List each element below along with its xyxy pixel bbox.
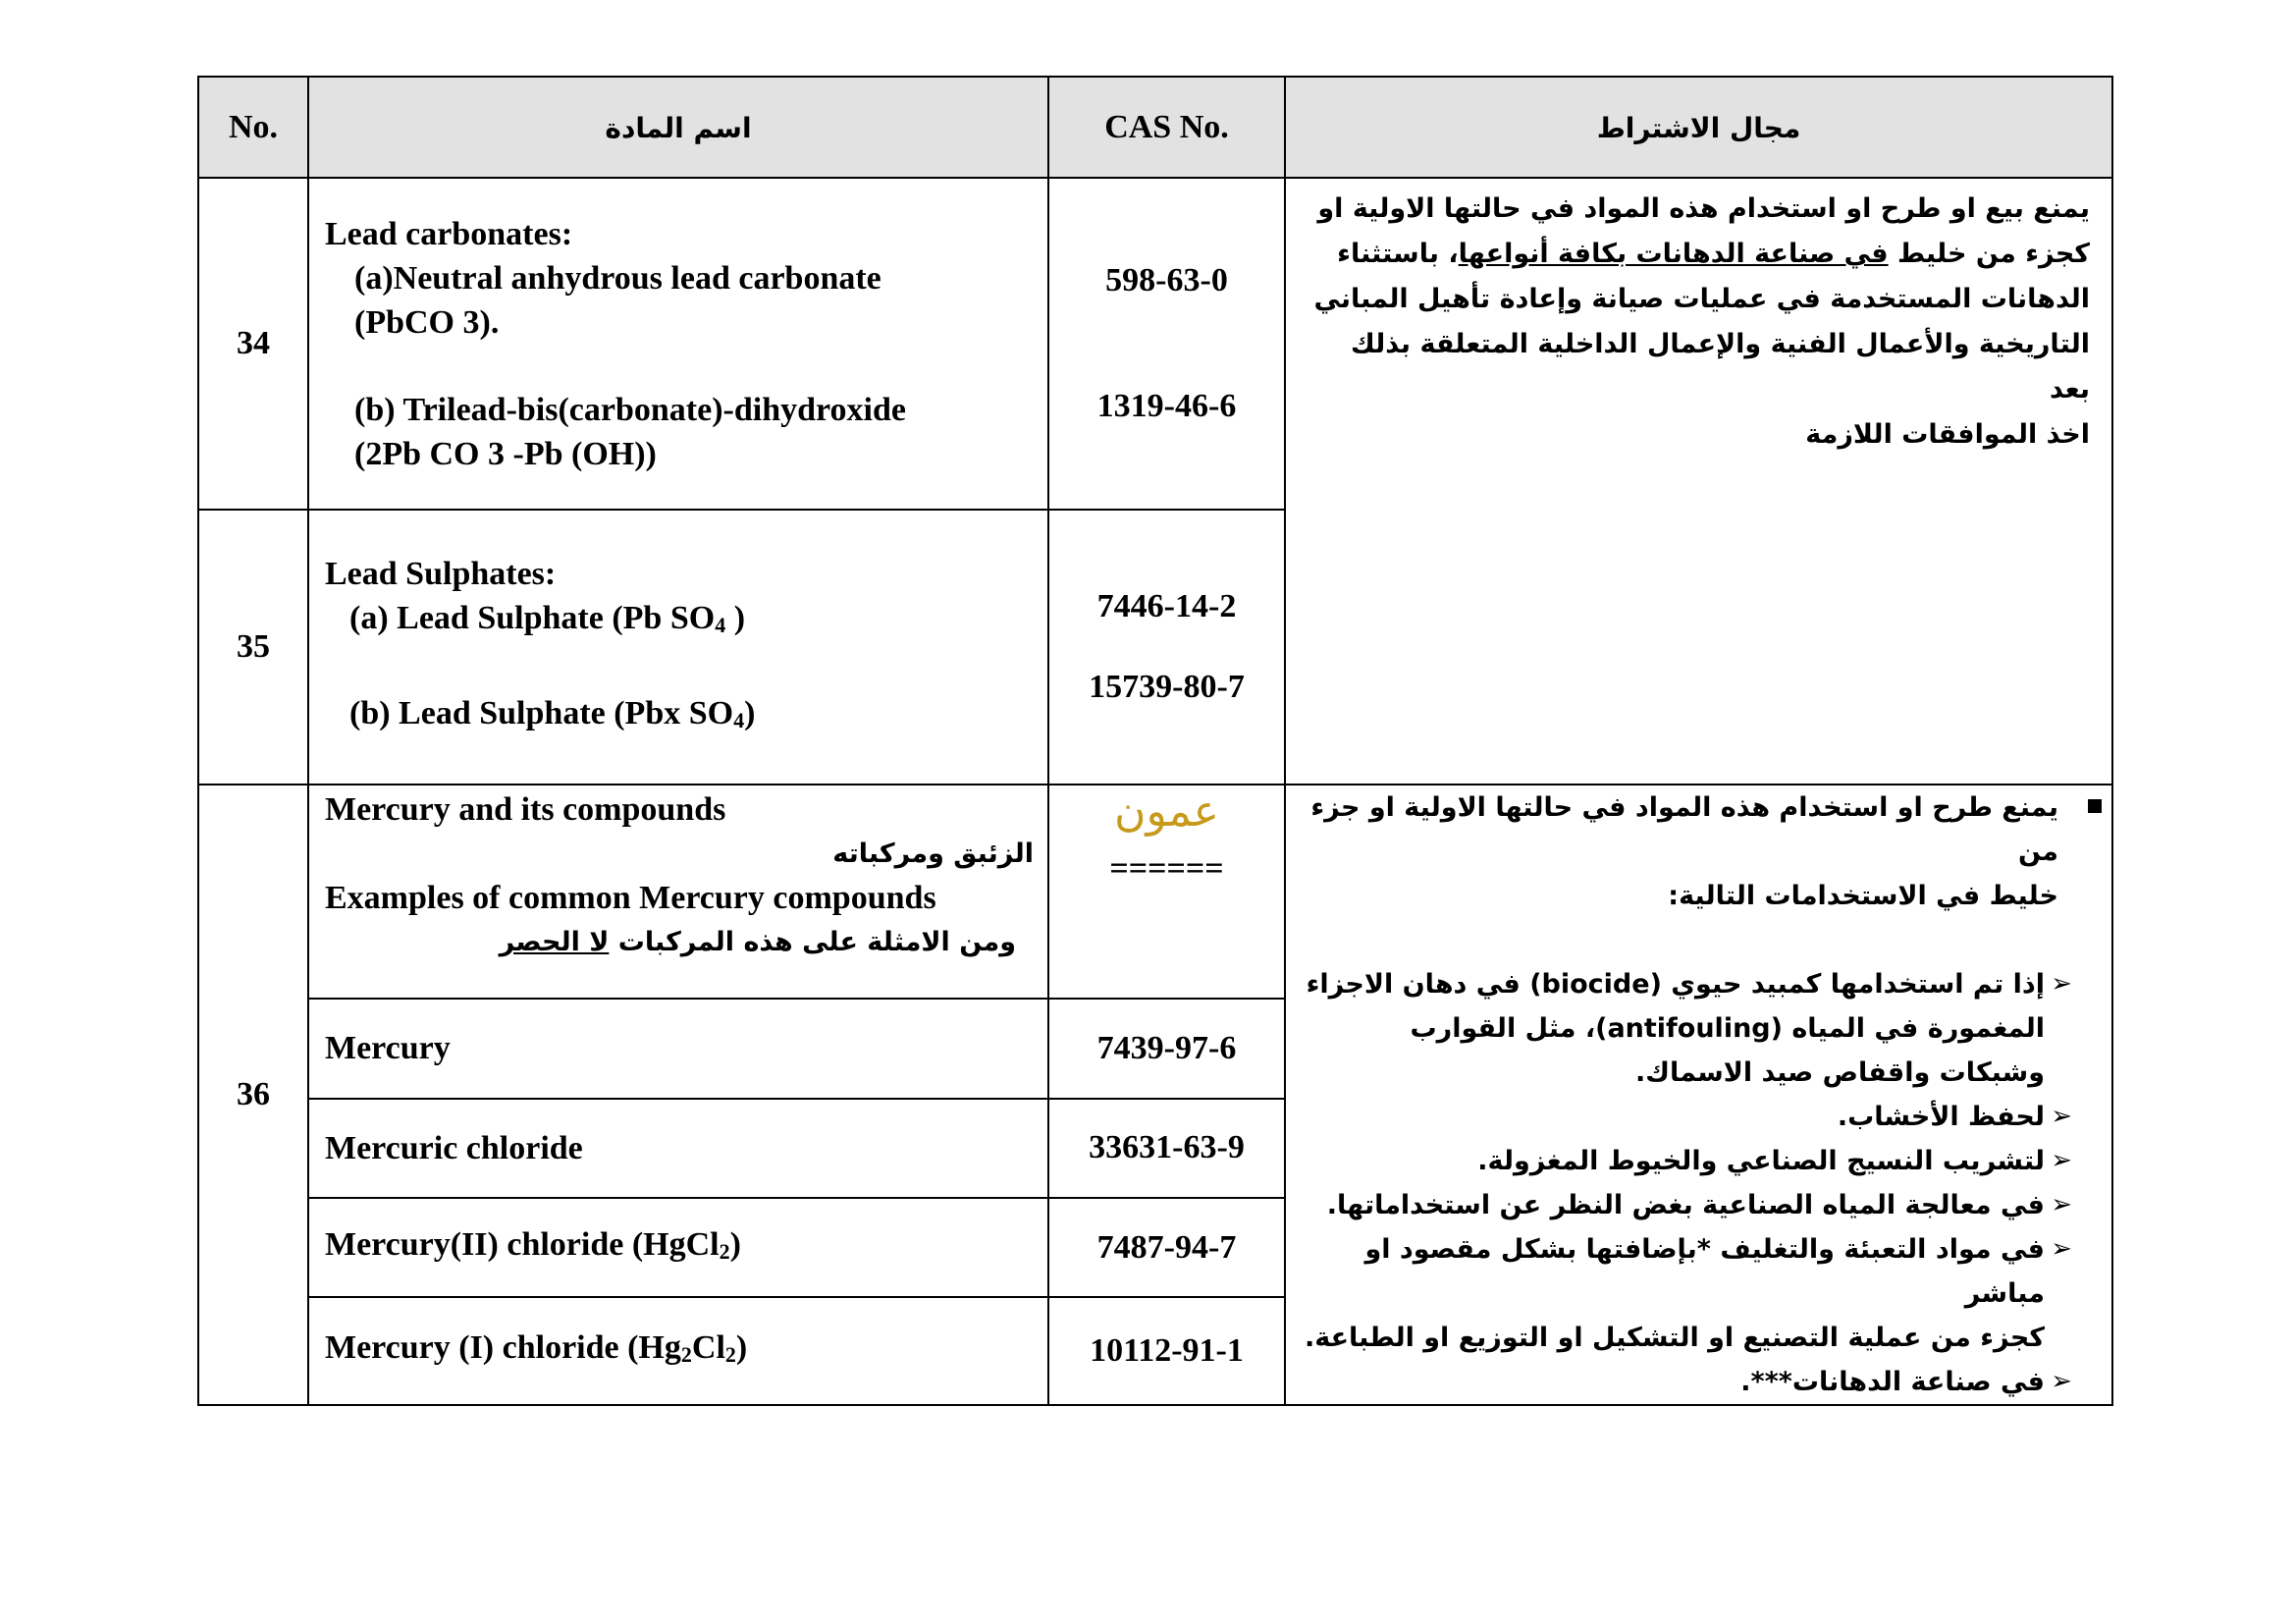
cas-number: 10112-91-1 [1048,1297,1285,1405]
cas-number: 33631-63-9 [1048,1099,1285,1198]
formula-text: (b) Lead Sulphate (Pbx SO [349,695,734,731]
formula-subscript: 2 [680,1342,692,1368]
cas-placeholder: ====== [1109,850,1224,887]
scope-line: التاريخية والأعمال الفنية والإعمال الداخلية المتعلقة بذلك بعد [1351,329,2090,405]
cas-number: 7487-94-7 [1048,1198,1285,1297]
scope-line: وشبكات واقفاص صيد الاسماك. [1635,1057,2045,1088]
scope-cell-lead [1285,178,2112,785]
scope-line: اخذ الموافقات اللازمة [1805,419,2090,450]
cas-cell [1048,785,1285,999]
cas-cell [1048,178,1285,510]
arrow-bullet-icon: ➢ [2051,1234,2072,1264]
formula-text: Mercury (I) chloride (Hg [325,1329,681,1367]
scope-line: في صناعة الدهانات***. [1740,1367,2045,1397]
header-cas: CAS No. [1048,77,1285,178]
formula-text: ) [729,1225,741,1263]
compound-name [308,1297,1048,1405]
cas-number: 598-63-0 [1105,262,1228,298]
substance-item-a [325,596,1047,647]
scope-line: كجزء من عملية التصنيع او التشكيل او التوزيع او الطباعة. [1304,1323,2045,1353]
arrow-bullet-icon: ➢ [2051,1190,2072,1219]
cas-number: 15739-80-7 [1089,669,1245,705]
formula-text: ) [744,695,756,731]
cas-number: 1319-46-6 [1096,388,1237,424]
substance-cell [308,178,1048,510]
scope-list-item [1296,1360,2072,1404]
table-row-36 [198,785,2112,999]
scope-list-item [1296,1095,2072,1139]
scope-intro [1296,785,2072,918]
scope-list-item [1296,1139,2072,1183]
substance-title-arabic: الزئبق ومركباته [832,839,1034,869]
scope-line: خليط في الاستخدامات التالية: [1668,881,2058,911]
row-number: 36 [198,785,308,1405]
formula-text: Mercury(II) chloride (HgCl [325,1225,720,1263]
substance-item-a-formula: (PbCO 3). [354,303,500,341]
substance-cell [308,510,1048,785]
substance-title: Lead carbonates: [325,215,573,252]
arrow-bullet-icon: ➢ [2051,1102,2072,1131]
scope-list-item [1296,1183,2072,1227]
substance-item-b-formula: (2Pb CO 3 -Pb (OH)) [354,435,657,472]
scope-list-item [1296,962,2072,1095]
substance-cell [308,785,1048,999]
cas-cell [1048,510,1285,785]
scope-list-item [1296,1227,2072,1360]
arrow-bullet-icon: ➢ [2051,969,2072,999]
substance-item-b [325,691,1047,742]
scope-line: يمنع طرح او استخدام هذه المواد في حالتها الاولية او جزء من [1310,792,2058,867]
scope-underlined-text: في صناعة الدهانات بكافة أنواعها [1458,239,1889,269]
arrow-bullet-icon: ➢ [2051,1367,2072,1396]
scope-line: لتشريب النسيج الصناعي والخيوط المغزولة. [1477,1146,2045,1176]
compound-name: Mercury [308,999,1048,1098]
scope-line: المغمورة في المياه (antifouling)، مثل القوارب [1410,1013,2045,1044]
examples-text: ومن الامثلة على هذه المركبات [609,927,1016,957]
substance-item-b: (b) Trilead-bis(carbonate)-dihydroxide [354,391,906,428]
amon-logo-watermark: عمون [1114,786,1219,837]
scope-text: كجزء من خليط [1888,239,2090,269]
scope-line: في مواد التعبئة والتغليف *بإضافتها بشكل مقصود او مباشر [1364,1234,2045,1309]
header-scope [1285,77,2112,178]
header-no: No. [198,77,308,178]
header-row [198,77,2112,178]
scope-line [1304,232,2090,277]
compound-name: Mercuric chloride [308,1099,1048,1198]
formula-subscript: 4 [715,613,726,637]
header-substance-name-text: اسم المادة [605,111,752,144]
compound-name [308,1198,1048,1297]
row-number: 34 [198,178,308,510]
formula-subscript: 4 [733,708,745,732]
cas-number: 7446-14-2 [1096,588,1237,624]
substances-table [197,76,2113,1406]
scope-line: إذا تم استخدامها كمبيد حيوي (biocide) في دهان الاجزاء [1306,969,2045,1000]
scope-line: في معالجة المياه الصناعية بغض النظر عن استخداماتها. [1326,1190,2045,1220]
formula-subscript: 2 [724,1342,736,1368]
scope-line: الدهانات المستخدمة في عمليات صيانة وإعادة تأهيل المباني [1313,284,2090,314]
formula-text: (a) Lead Sulphate (Pb SO [349,600,716,636]
square-bullet-icon [2088,799,2102,813]
header-scope-text: مجال الاشتراط [1596,111,1801,144]
scope-line: لحفظ الأخشاب. [1837,1102,2045,1132]
substance-title: Mercury and its compounds [325,791,726,828]
formula-text: ) [735,1329,748,1367]
formula-subscript: 2 [719,1238,730,1264]
examples-underlined-text: لا الحصر [499,927,610,957]
formula-text: ) [725,600,746,636]
scope-line: يمنع بيع او طرح او استخدام هذه المواد في حالتها الاولية او [1317,193,2090,224]
substance-title: Lead Sulphates: [325,556,557,592]
substance-item-a: (a)Neutral anhydrous lead carbonate [354,259,881,297]
arrow-bullet-icon: ➢ [2051,1146,2072,1175]
examples-heading: Examples of common Mercury compounds [325,880,936,916]
header-substance-name [308,77,1048,178]
formula-text: Cl [691,1329,725,1367]
table-row-34 [198,178,2112,510]
cas-number: 7439-97-6 [1048,999,1285,1098]
scope-text: ، باستثناء [1337,239,1459,269]
scope-cell-mercury [1285,785,2112,1405]
examples-heading-arabic [325,920,1047,964]
row-number: 35 [198,510,308,785]
